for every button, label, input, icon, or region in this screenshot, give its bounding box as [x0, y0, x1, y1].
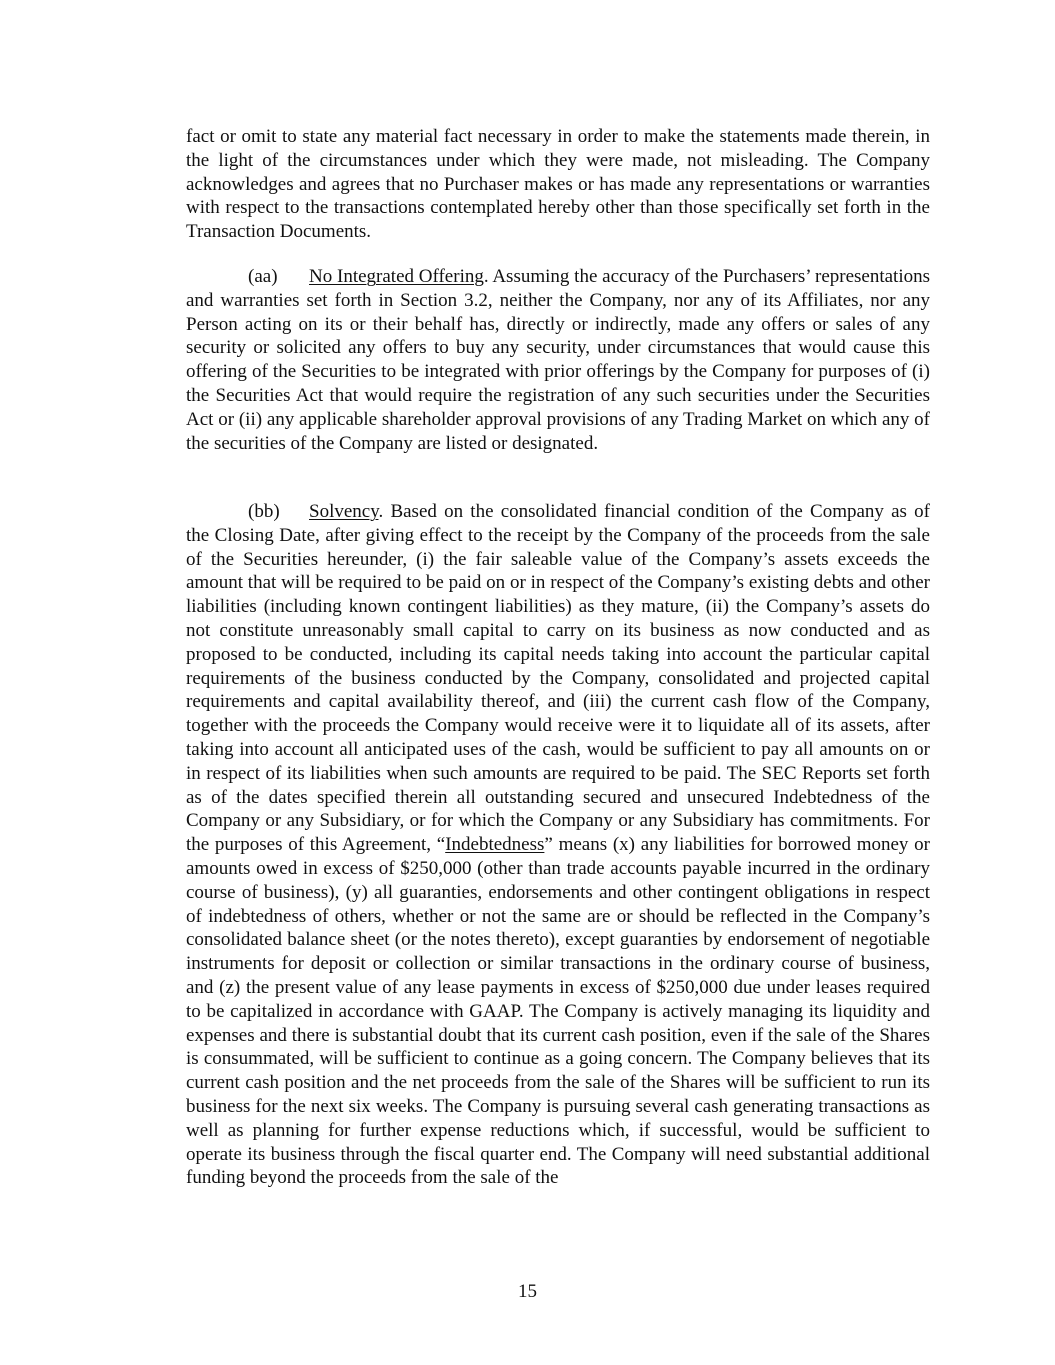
paragraph-text: fact or omit to state any material fact necessary in order to make the statements made therein, in the light of the circumstances under which they were made, not misleading. The Company acknowledges and agrees that no Purchaser makes or has made any representations or warranties with respect to the transactions contemplated hereby other than those specifically set forth in the Transaction Documents.	[186, 126, 930, 243]
continuation-paragraph	[186, 125, 930, 244]
section-bb-paragraph	[186, 500, 930, 1190]
section-aa-heading: No Integrated Offering	[309, 266, 484, 287]
section-aa-label: (aa)	[248, 266, 278, 287]
defined-term-indebtedness: Indebtedness	[445, 834, 545, 856]
section-bb-label: (bb)	[248, 501, 280, 522]
section-bb-heading: Solvency	[309, 501, 379, 522]
section-bb-text-part-1: . Based on the consolidated financial condition of the Company as of the Closing Date, after giving effect to the receipt by the Company of the proceeds from the sale of the Securities hereunder, (i) the fair saleable value of the Company’s assets exceeds the amount that will be required to be paid on or in respect of the Company’s existing debts and other liabilities (including known contingent liabilities) as they mature, (ii) the Company’s assets do not constitute unreasonably small capital to carry on its business as now conducted and as proposed to be conducted, including its capital needs taking into account the particular capital requirements of the business conducted by the Company, consolidated and projected capital requirements and capital availability thereof, and (iii) the current cash flow of the Company, together with the proceeds the Company would receive were it to liquidate all of its assets, after taking into account all anticipated uses of the cash, would be sufficient to pay all amounts on or in respect of its liabilities when such amounts are required to be paid. The SEC Reports set forth as of the dates specified therein all outstanding secured and unsecured Indebtedness of the Company or any Subsidiary, or for which the Company or any Subsidiary has commitments. For the purposes of this Agreement, “	[186, 501, 930, 856]
page-number: 15	[518, 1281, 537, 1302]
section-aa-text: . Assuming the accuracy of the Purchasers’ representations and warranties set forth in Section 3.2, neither the Company, nor any of its Affiliates, nor any Person acting on its or their behalf has, directly or indirectly, made any offers or sales of any security or solicited any offers to buy any security, under circumstances that would cause this offering of the Securities to be integrated with prior offerings by the Company for purposes of (i) the Securities Act that would require the registration of any such securities under the Securities Act or (ii) any applicable shareholder approval provisions of any Trading Market on which any of the securities of the Company are listed or designated.	[186, 266, 931, 454]
section-aa-paragraph	[186, 265, 930, 455]
section-bb-text-part-2: ” means (x) any liabilities for borrowed money or amounts owed in excess of $250,000 (other than trade accounts payable incurred in the ordinary course of business), (y) all guaranties, endorsements and other contingent obligations in respect of indebtedness of others, whether or not the same are or should be reflected in the Company’s consolidated balance sheet (or the notes thereto), except guaranties by endorsement of negotiable instruments for deposit or collection or similar transactions in the ordinary course of business, and (z) the present value of any lease payments in excess of $250,000 due under leases required to be capitalized in accordance with GAAP. The Company is actively managing its liquidity and expenses and there is substantial doubt that its current cash position, even if the sale of the Shares is consummated, will be sufficient to continue as a going concern. The Company believes that its current cash position and the net proceeds from the sale of the Shares will be sufficient to run its business for the next six weeks. The Company is pursuing several cash generating transactions as well as planning for further expense reductions which, if successful, would be sufficient to operate its business through the fiscal quarter end. The Company will need substantial additional funding beyond the proceeds from the sale of the	[186, 834, 930, 1189]
